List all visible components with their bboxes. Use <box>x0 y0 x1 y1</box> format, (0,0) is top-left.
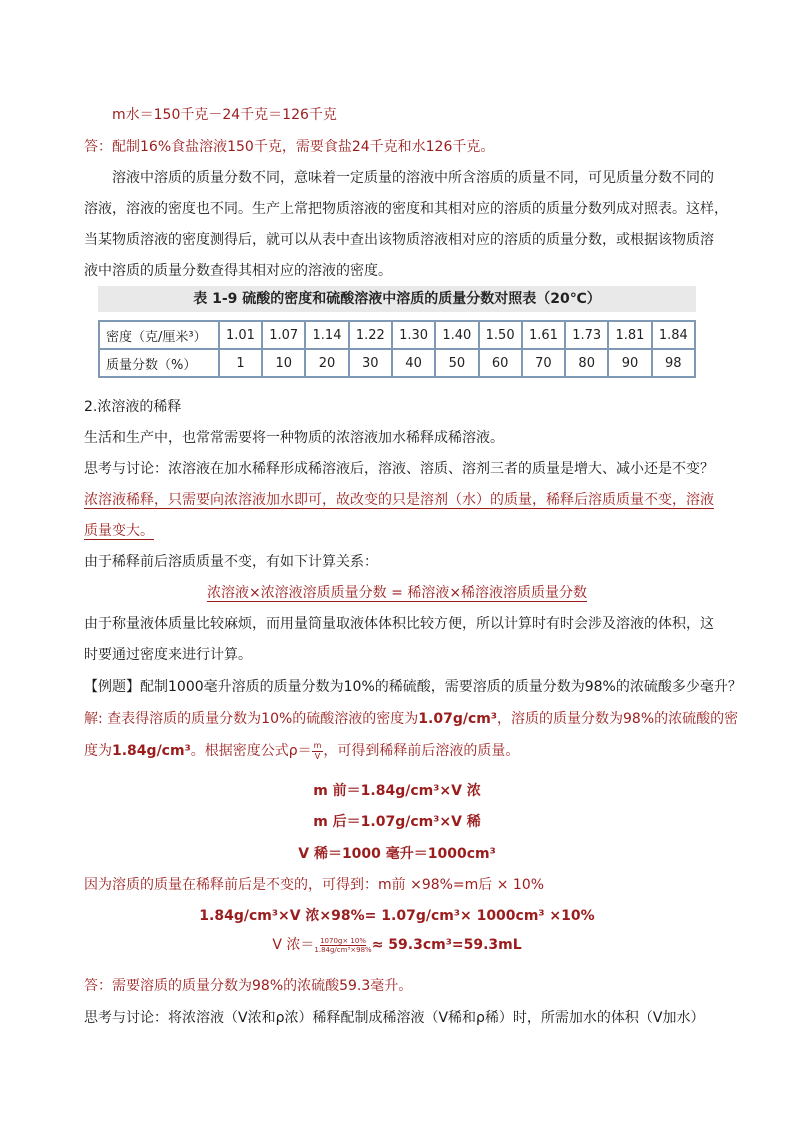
paragraph-line-4: 液中溶质的质量分数查得其相对应的溶液的密度。 <box>84 263 392 279</box>
table-cell: 1.14 <box>305 321 348 349</box>
final-answer: 答：需要溶质的质量分数为98%的浓硫酸59.3毫升。 <box>84 978 413 994</box>
table-cell: 20 <box>305 349 348 377</box>
example-question: 【例题】配制1000毫升溶质的质量分数为10%的稀硫酸，需要溶质的质量分数为98%的浓硫酸多少毫升？ <box>84 679 742 695</box>
table-cell: 98 <box>652 349 695 377</box>
paragraph-line-3: 当某物质溶液的密度测得后，就可以从表中查出该物质溶液相对应的溶质的质量分数，或根据该物质溶 <box>84 232 714 248</box>
fraction-numerator: 1070g× 10% <box>320 936 366 945</box>
solution-text: 解: 查表得溶质的质量分数为10%的硫酸溶液的密度为 <box>84 711 419 727</box>
table-cell: 1.30 <box>392 321 435 349</box>
section-text-2: 由于稀释前后溶质质量不变，有如下计算关系： <box>84 554 378 570</box>
density-value: 1.07g/cm³ <box>418 711 497 727</box>
row-header-fraction: 质量分数（%） <box>99 349 219 377</box>
calc-water-mass: m水＝150千克－24千克＝126千克 <box>112 107 337 123</box>
density-formula-fraction <box>312 741 324 762</box>
table-cell: 1.73 <box>565 321 608 349</box>
table-cell: 40 <box>392 349 435 377</box>
table-cell: 1.61 <box>522 321 565 349</box>
solution-line-1 <box>84 708 738 728</box>
table-cell: 60 <box>479 349 522 377</box>
section-text-1: 生活和生产中，也常常需要将一种物质的浓溶液加水稀释成稀溶液。 <box>84 430 504 446</box>
equation-v-dilute: V 稀＝1000 毫升＝1000cm³ <box>298 846 496 862</box>
table-cell: 1.84 <box>652 321 695 349</box>
table-title: 表 1-9 硫酸的密度和硫酸溶液中溶质的质量分数对照表（20℃） <box>98 286 696 312</box>
table-cell: 1.81 <box>608 321 651 349</box>
equation-mass-balance: 1.84g/cm³×V 浓×98%= 1.07g/cm³× 1000cm³ ×10% <box>199 908 595 924</box>
table-cell: 1.40 <box>435 321 478 349</box>
table-cell: 10 <box>262 349 305 377</box>
equation-result: ≈ 59.3cm³=59.3mL <box>371 937 522 953</box>
table-cell: 1 <box>219 349 262 377</box>
section-heading: 2.浓溶液的稀释 <box>84 399 182 415</box>
section-text-3: 由于称量液体质量比较麻烦，而用量筒量取液体体积比较方便，所以计算时有时会涉及溶液的体积，这 <box>84 616 714 632</box>
table-cell: 30 <box>349 349 392 377</box>
density-table-figure <box>98 286 696 382</box>
solution-text: 度为 <box>84 743 112 759</box>
table-cell: 70 <box>522 349 565 377</box>
section-answer-1: 浓溶液稀释，只需要向浓溶液加水即可，故改变的只是溶剂（水）的质量，稀释后溶质质量不变，溶液 <box>84 492 714 508</box>
table-row-density <box>99 321 695 349</box>
fraction-numerator: m <box>313 740 322 750</box>
table-cell: 1.50 <box>479 321 522 349</box>
paragraph-line-2: 溶液，溶液的密度也不同。生产上常把物质溶液的密度和其相对应的溶质的质量分数列成对照表。这样， <box>84 201 728 217</box>
answer-line: 答：配制16%食盐溶液150千克，需要食盐24千克和水126千克。 <box>84 139 495 155</box>
table-cell: 1.22 <box>349 321 392 349</box>
density-table <box>98 320 696 378</box>
section-answer-2: 质量变大。 <box>84 523 154 539</box>
solution-line-2 <box>84 740 519 762</box>
table-cell: 1.01 <box>219 321 262 349</box>
solution-text: 。根据密度公式ρ＝ <box>190 743 312 759</box>
table-cell: 50 <box>435 349 478 377</box>
section-text-4: 时要通过密度来进行计算。 <box>84 647 252 663</box>
solution-text: ，溶质的质量分数为98%的浓硫酸的密 <box>497 711 739 727</box>
dilution-formula: 浓溶液×浓溶液溶质质量分数 = 稀溶液×稀溶液溶质质量分数 <box>206 585 588 601</box>
fraction-denominator: 1.84g/cm³×98% <box>314 945 372 954</box>
table-cell: 90 <box>608 349 651 377</box>
solution-text: ，可得到稀释前后溶液的质量。 <box>323 743 520 759</box>
equation-m-after: m 后＝1.07g/cm³×V 稀 <box>313 814 481 830</box>
conservation-statement: 因为溶质的质量在稀释前后是不变的，可得到：m前 ×98%=m后 × 10% <box>84 877 545 893</box>
equation-v-conc <box>0 934 794 954</box>
equation-m-before: m 前＝1.84g/cm³×V 浓 <box>313 783 481 799</box>
volume-fraction <box>314 937 371 954</box>
fraction-denominator: V <box>314 751 321 761</box>
section-question: 思考与讨论：浓溶液在加水稀释形成稀溶液后，溶液、溶质、溶剂三者的质量是增大、减小还是不变？ <box>84 461 714 477</box>
equation-text: V 浓＝ <box>272 937 315 953</box>
table-cell: 1.07 <box>262 321 305 349</box>
table-row-fraction <box>99 349 695 377</box>
density-value: 1.84g/cm³ <box>112 743 191 759</box>
table-cell: 80 <box>565 349 608 377</box>
row-header-density: 密度（克/厘米³） <box>99 321 219 349</box>
discussion-question: 思考与讨论：将浓溶液（V浓和ρ浓）稀释配制成稀溶液（V稀和ρ稀）时，所需加水的体积（V加水） <box>84 1010 705 1026</box>
paragraph-line-1: 溶液中溶质的质量分数不同，意味着一定质量的溶液中所含溶质的质量不同，可见质量分数不同的 <box>112 170 714 186</box>
